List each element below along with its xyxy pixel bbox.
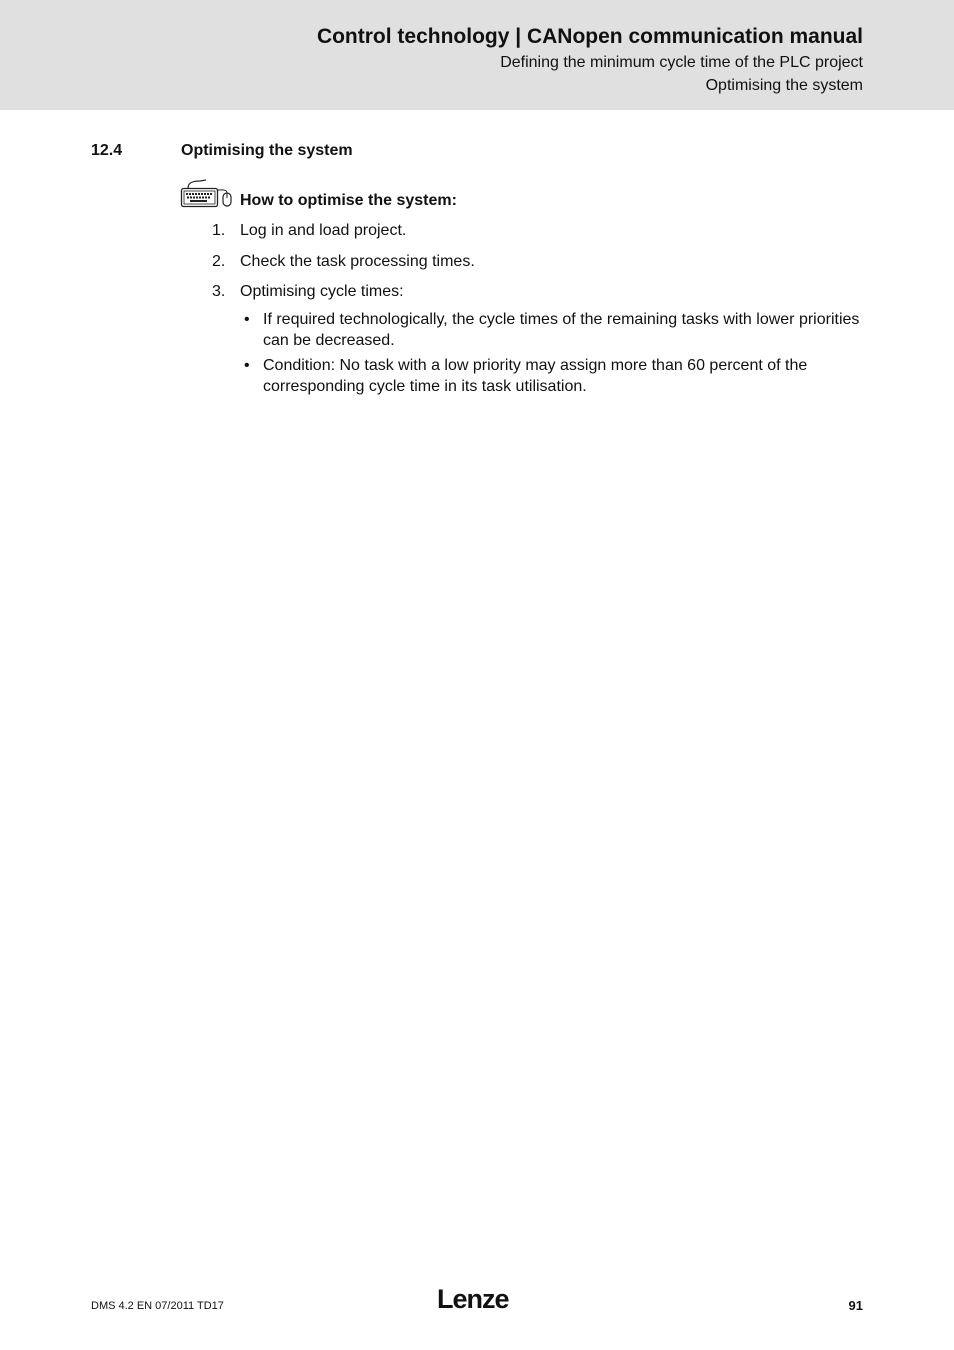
keyboard-mouse-icon	[180, 178, 234, 210]
step-text: Check the task processing times.	[240, 253, 475, 270]
page-number: 91	[848, 1298, 863, 1313]
instruction-heading: How to optimise the system:	[240, 192, 457, 209]
step-number: 2.	[212, 253, 226, 270]
step-item	[212, 253, 475, 271]
section-number: 12.4	[91, 142, 123, 159]
document-info: DMS 4.2 EN 07/2011 TD17	[91, 1300, 224, 1312]
manual-title: Control technology | CANopen communication manual	[316, 25, 863, 48]
bullet-mark: •	[244, 311, 250, 328]
bullet-text: Condition: No task with a low priority may assign more than 60 percent of the corresponding cycle time in its task utilisation.	[263, 357, 808, 395]
step-item	[212, 283, 404, 301]
bullet-item	[244, 355, 864, 397]
step-number: 3.	[212, 283, 226, 300]
bullet-item	[244, 309, 864, 351]
step-item	[212, 222, 406, 240]
step-number: 1.	[212, 222, 226, 239]
section-subtitle: Optimising the system	[705, 77, 863, 94]
chapter-subtitle: Defining the minimum cycle time of the PLC project	[500, 54, 863, 71]
step-text: Log in and load project.	[240, 222, 407, 239]
bullet-text: If required technologically, the cycle times of the remaining tasks with lower priorities can be decreased.	[263, 311, 860, 349]
section-title: Optimising the system	[181, 142, 353, 159]
bullet-mark: •	[244, 357, 250, 374]
brand-logo: Lenze	[437, 1284, 509, 1314]
step-text: Optimising cycle times:	[240, 283, 404, 300]
